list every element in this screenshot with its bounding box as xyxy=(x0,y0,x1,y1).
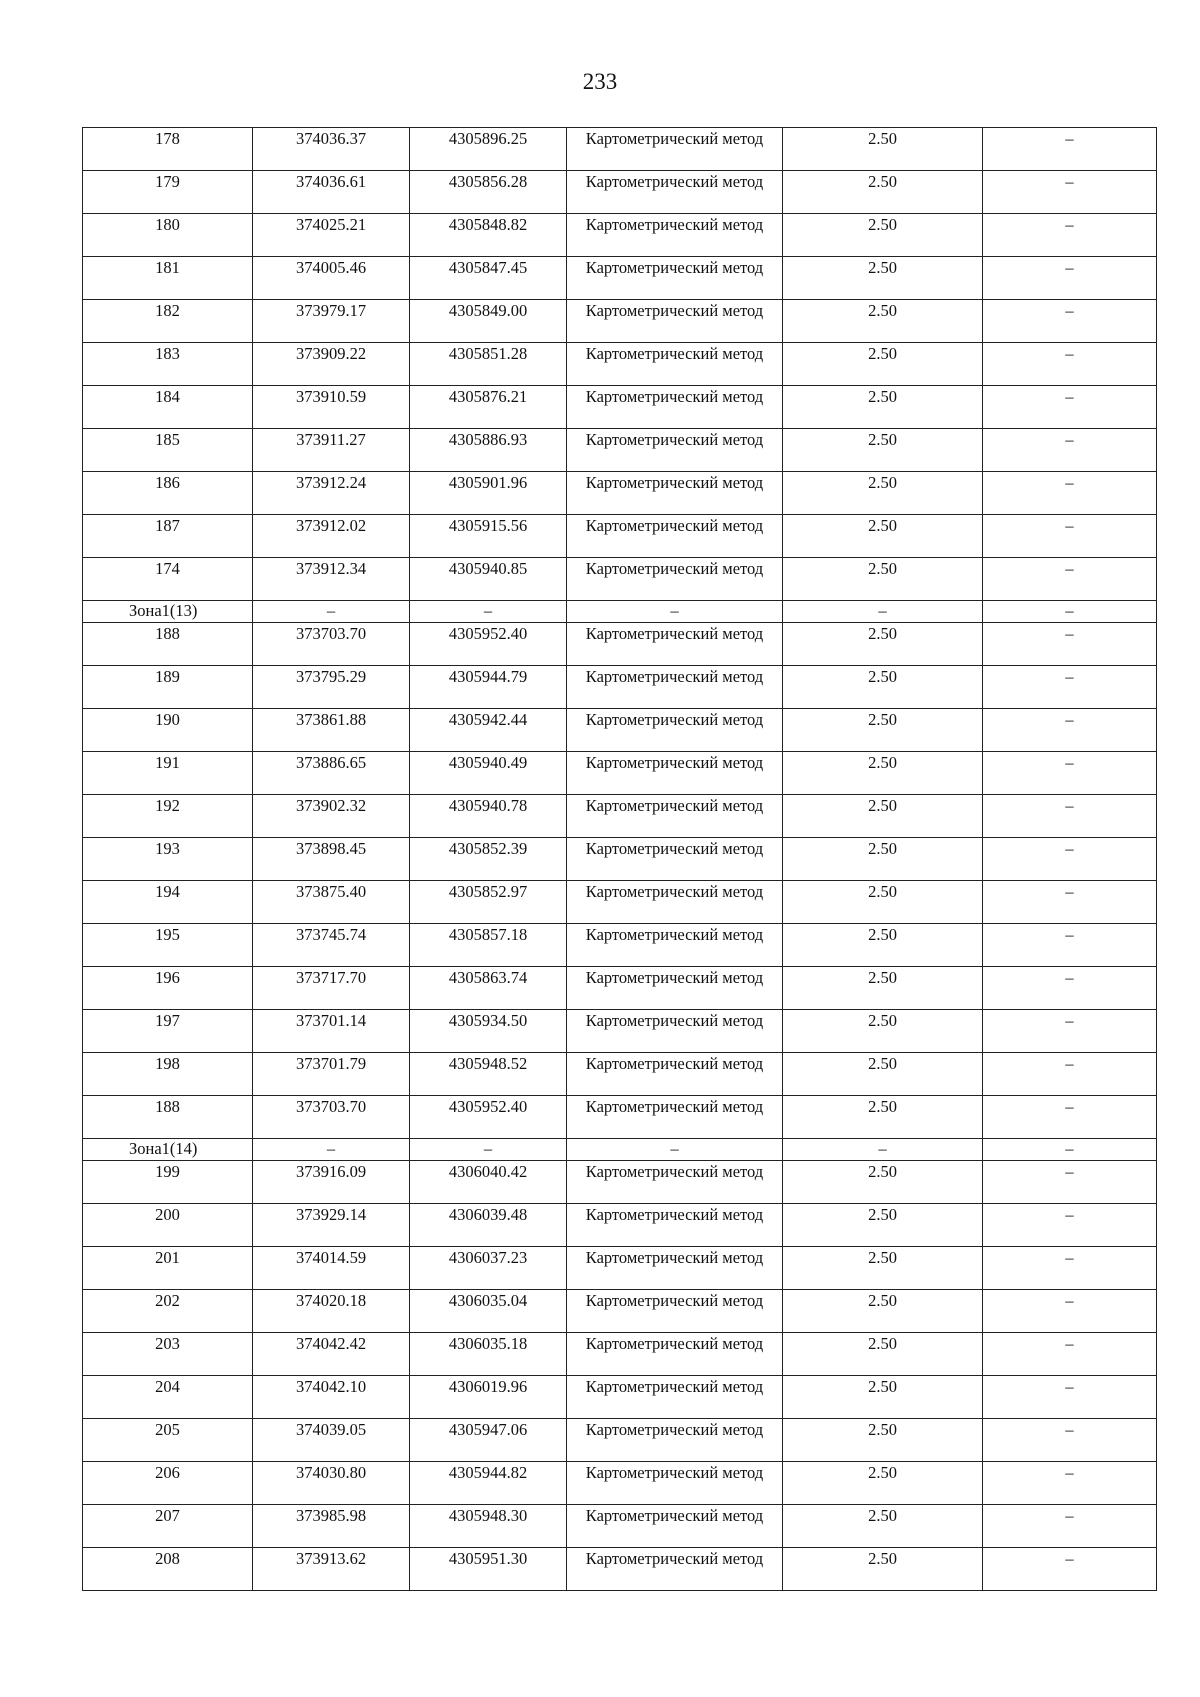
note-cell: – xyxy=(983,1290,1157,1333)
note-cell: – xyxy=(983,515,1157,558)
table-row xyxy=(83,838,1157,881)
point-number-cell: Зона1(14) xyxy=(83,1139,253,1161)
point-number-cell: 188 xyxy=(83,623,253,666)
accuracy-cell: 2.50 xyxy=(783,515,983,558)
table-row xyxy=(83,1247,1157,1290)
point-number-cell: 178 xyxy=(83,128,253,171)
y-coordinate-cell: 4305851.28 xyxy=(410,343,567,386)
point-number-cell: 195 xyxy=(83,924,253,967)
x-coordinate-cell: 373701.14 xyxy=(253,1010,410,1053)
x-coordinate-cell: 373912.34 xyxy=(253,558,410,601)
accuracy-cell: 2.50 xyxy=(783,1290,983,1333)
x-coordinate-cell: 373913.62 xyxy=(253,1548,410,1591)
accuracy-cell: 2.50 xyxy=(783,257,983,300)
point-number-cell: 193 xyxy=(83,838,253,881)
point-number-cell: 207 xyxy=(83,1505,253,1548)
x-coordinate-cell: – xyxy=(253,1139,410,1161)
point-number-cell: 201 xyxy=(83,1247,253,1290)
table-row xyxy=(83,257,1157,300)
accuracy-cell: – xyxy=(783,1139,983,1161)
method-cell: Картометрический метод xyxy=(567,666,783,709)
note-cell: – xyxy=(983,1505,1157,1548)
table-row xyxy=(83,1010,1157,1053)
method-cell: Картометрический метод xyxy=(567,881,783,924)
x-coordinate-cell: 373795.29 xyxy=(253,666,410,709)
table-row xyxy=(83,558,1157,601)
note-cell: – xyxy=(983,386,1157,429)
x-coordinate-cell: 373929.14 xyxy=(253,1204,410,1247)
x-coordinate-cell: 373886.65 xyxy=(253,752,410,795)
method-cell: Картометрический метод xyxy=(567,1247,783,1290)
zone-header-row xyxy=(83,1139,1157,1161)
x-coordinate-cell: 373916.09 xyxy=(253,1161,410,1204)
method-cell: Картометрический метод xyxy=(567,623,783,666)
point-number-cell: 191 xyxy=(83,752,253,795)
y-coordinate-cell: – xyxy=(410,601,567,623)
table-row xyxy=(83,343,1157,386)
y-coordinate-cell: 4305948.52 xyxy=(410,1053,567,1096)
note-cell: – xyxy=(983,709,1157,752)
note-cell: – xyxy=(983,1462,1157,1505)
x-coordinate-cell: 373898.45 xyxy=(253,838,410,881)
accuracy-cell: 2.50 xyxy=(783,1376,983,1419)
method-cell: Картометрический метод xyxy=(567,1419,783,1462)
y-coordinate-cell: 4305940.78 xyxy=(410,795,567,838)
y-coordinate-cell: 4306035.04 xyxy=(410,1290,567,1333)
note-cell: – xyxy=(983,1204,1157,1247)
table-row xyxy=(83,709,1157,752)
table-row xyxy=(83,1053,1157,1096)
note-cell: – xyxy=(983,472,1157,515)
x-coordinate-cell: 373717.70 xyxy=(253,967,410,1010)
note-cell: – xyxy=(983,623,1157,666)
method-cell: Картометрический метод xyxy=(567,1333,783,1376)
x-coordinate-cell: 373912.24 xyxy=(253,472,410,515)
table-row xyxy=(83,300,1157,343)
table-row xyxy=(83,171,1157,214)
table-row xyxy=(83,214,1157,257)
table-row xyxy=(83,1161,1157,1204)
method-cell: Картометрический метод xyxy=(567,838,783,881)
accuracy-cell: 2.50 xyxy=(783,214,983,257)
method-cell: Картометрический метод xyxy=(567,429,783,472)
table-row xyxy=(83,1096,1157,1139)
accuracy-cell: 2.50 xyxy=(783,967,983,1010)
point-number-cell: 184 xyxy=(83,386,253,429)
accuracy-cell: 2.50 xyxy=(783,1548,983,1591)
x-coordinate-cell: 374042.10 xyxy=(253,1376,410,1419)
y-coordinate-cell: 4305876.21 xyxy=(410,386,567,429)
accuracy-cell: 2.50 xyxy=(783,472,983,515)
table-row xyxy=(83,1505,1157,1548)
method-cell: Картометрический метод xyxy=(567,1290,783,1333)
note-cell: – xyxy=(983,1096,1157,1139)
note-cell: – xyxy=(983,1247,1157,1290)
method-cell: – xyxy=(567,1139,783,1161)
method-cell: Картометрический метод xyxy=(567,171,783,214)
x-coordinate-cell: 373912.02 xyxy=(253,515,410,558)
point-number-cell: 186 xyxy=(83,472,253,515)
point-number-cell: 208 xyxy=(83,1548,253,1591)
x-coordinate-cell: 373703.70 xyxy=(253,1096,410,1139)
method-cell: Картометрический метод xyxy=(567,709,783,752)
method-cell: Картометрический метод xyxy=(567,1053,783,1096)
y-coordinate-cell: 4305863.74 xyxy=(410,967,567,1010)
table-row xyxy=(83,1290,1157,1333)
method-cell: Картометрический метод xyxy=(567,1376,783,1419)
method-cell: Картометрический метод xyxy=(567,1010,783,1053)
note-cell: – xyxy=(983,300,1157,343)
point-number-cell: 205 xyxy=(83,1419,253,1462)
note-cell: – xyxy=(983,1053,1157,1096)
page-number: 233 xyxy=(582,69,618,94)
table-row xyxy=(83,666,1157,709)
y-coordinate-cell: 4305896.25 xyxy=(410,128,567,171)
x-coordinate-cell: 374005.46 xyxy=(253,257,410,300)
note-cell: – xyxy=(983,924,1157,967)
y-coordinate-cell: 4305944.79 xyxy=(410,666,567,709)
accuracy-cell: 2.50 xyxy=(783,171,983,214)
table-row xyxy=(83,386,1157,429)
method-cell: Картометрический метод xyxy=(567,257,783,300)
method-cell: Картометрический метод xyxy=(567,1462,783,1505)
note-cell: – xyxy=(983,128,1157,171)
table-row xyxy=(83,623,1157,666)
y-coordinate-cell: 4305901.96 xyxy=(410,472,567,515)
accuracy-cell: – xyxy=(783,601,983,623)
accuracy-cell: 2.50 xyxy=(783,1204,983,1247)
x-coordinate-cell: 374020.18 xyxy=(253,1290,410,1333)
point-number-cell: 204 xyxy=(83,1376,253,1419)
method-cell: Картометрический метод xyxy=(567,515,783,558)
method-cell: Картометрический метод xyxy=(567,558,783,601)
note-cell: – xyxy=(983,1139,1157,1161)
x-coordinate-cell: 373902.32 xyxy=(253,795,410,838)
note-cell: – xyxy=(983,343,1157,386)
point-number-cell: 179 xyxy=(83,171,253,214)
point-number-cell: 192 xyxy=(83,795,253,838)
table-row xyxy=(83,515,1157,558)
y-coordinate-cell: 4306035.18 xyxy=(410,1333,567,1376)
x-coordinate-cell: 373911.27 xyxy=(253,429,410,472)
x-coordinate-cell: 374042.42 xyxy=(253,1333,410,1376)
x-coordinate-cell: 374036.61 xyxy=(253,171,410,214)
table-row xyxy=(83,1333,1157,1376)
method-cell: Картометрический метод xyxy=(567,967,783,1010)
table-row xyxy=(83,967,1157,1010)
point-number-cell: 198 xyxy=(83,1053,253,1096)
x-coordinate-cell: 373985.98 xyxy=(253,1505,410,1548)
x-coordinate-cell: 373875.40 xyxy=(253,881,410,924)
y-coordinate-cell: 4305847.45 xyxy=(410,257,567,300)
method-cell: Картометрический метод xyxy=(567,1161,783,1204)
method-cell: Картометрический метод xyxy=(567,214,783,257)
table-row xyxy=(83,795,1157,838)
accuracy-cell: 2.50 xyxy=(783,343,983,386)
table-row xyxy=(83,429,1157,472)
point-number-cell: 197 xyxy=(83,1010,253,1053)
y-coordinate-cell: 4306037.23 xyxy=(410,1247,567,1290)
y-coordinate-cell: 4305915.56 xyxy=(410,515,567,558)
y-coordinate-cell: 4305886.93 xyxy=(410,429,567,472)
accuracy-cell: 2.50 xyxy=(783,558,983,601)
point-number-cell: 174 xyxy=(83,558,253,601)
method-cell: Картометрический метод xyxy=(567,924,783,967)
point-number-cell: 200 xyxy=(83,1204,253,1247)
note-cell: – xyxy=(983,171,1157,214)
method-cell: Картометрический метод xyxy=(567,128,783,171)
accuracy-cell: 2.50 xyxy=(783,795,983,838)
x-coordinate-cell: 373979.17 xyxy=(253,300,410,343)
x-coordinate-cell: 373701.79 xyxy=(253,1053,410,1096)
x-coordinate-cell: 374036.37 xyxy=(253,128,410,171)
point-number-cell: 203 xyxy=(83,1333,253,1376)
table-row xyxy=(83,472,1157,515)
point-number-cell: 185 xyxy=(83,429,253,472)
accuracy-cell: 2.50 xyxy=(783,1096,983,1139)
note-cell: – xyxy=(983,795,1157,838)
method-cell: Картометрический метод xyxy=(567,1096,783,1139)
note-cell: – xyxy=(983,1548,1157,1591)
accuracy-cell: 2.50 xyxy=(783,709,983,752)
accuracy-cell: 2.50 xyxy=(783,1053,983,1096)
accuracy-cell: 2.50 xyxy=(783,1161,983,1204)
y-coordinate-cell: 4306040.42 xyxy=(410,1161,567,1204)
x-coordinate-cell: 374030.80 xyxy=(253,1462,410,1505)
y-coordinate-cell: 4305940.85 xyxy=(410,558,567,601)
table-row xyxy=(83,1548,1157,1591)
y-coordinate-cell: – xyxy=(410,1139,567,1161)
point-number-cell: 187 xyxy=(83,515,253,558)
accuracy-cell: 2.50 xyxy=(783,924,983,967)
y-coordinate-cell: 4305952.40 xyxy=(410,1096,567,1139)
table-row xyxy=(83,128,1157,171)
note-cell: – xyxy=(983,666,1157,709)
y-coordinate-cell: 4305857.18 xyxy=(410,924,567,967)
accuracy-cell: 2.50 xyxy=(783,1462,983,1505)
accuracy-cell: 2.50 xyxy=(783,128,983,171)
x-coordinate-cell: 373910.59 xyxy=(253,386,410,429)
method-cell: Картометрический метод xyxy=(567,343,783,386)
accuracy-cell: 2.50 xyxy=(783,666,983,709)
y-coordinate-cell: 4305952.40 xyxy=(410,623,567,666)
accuracy-cell: 2.50 xyxy=(783,752,983,795)
x-coordinate-cell: 374014.59 xyxy=(253,1247,410,1290)
table-row xyxy=(83,1419,1157,1462)
method-cell: Картометрический метод xyxy=(567,1505,783,1548)
method-cell: Картометрический метод xyxy=(567,1548,783,1591)
point-number-cell: 194 xyxy=(83,881,253,924)
note-cell: – xyxy=(983,881,1157,924)
y-coordinate-cell: 4305948.30 xyxy=(410,1505,567,1548)
accuracy-cell: 2.50 xyxy=(783,386,983,429)
note-cell: – xyxy=(983,1419,1157,1462)
x-coordinate-cell: 373703.70 xyxy=(253,623,410,666)
y-coordinate-cell: 4305934.50 xyxy=(410,1010,567,1053)
point-number-cell: 190 xyxy=(83,709,253,752)
note-cell: – xyxy=(983,429,1157,472)
point-number-cell: 188 xyxy=(83,1096,253,1139)
accuracy-cell: 2.50 xyxy=(783,1505,983,1548)
point-number-cell: 183 xyxy=(83,343,253,386)
table-row xyxy=(83,752,1157,795)
method-cell: Картометрический метод xyxy=(567,472,783,515)
coordinates-table xyxy=(82,127,1157,1591)
y-coordinate-cell: 4305947.06 xyxy=(410,1419,567,1462)
zone-header-row xyxy=(83,601,1157,623)
note-cell: – xyxy=(983,601,1157,623)
x-coordinate-cell: 374025.21 xyxy=(253,214,410,257)
method-cell: Картометрический метод xyxy=(567,1204,783,1247)
method-cell: Картометрический метод xyxy=(567,386,783,429)
y-coordinate-cell: 4305849.00 xyxy=(410,300,567,343)
point-number-cell: 202 xyxy=(83,1290,253,1333)
accuracy-cell: 2.50 xyxy=(783,300,983,343)
table-row xyxy=(83,881,1157,924)
point-number-cell: 189 xyxy=(83,666,253,709)
accuracy-cell: 2.50 xyxy=(783,881,983,924)
y-coordinate-cell: 4305951.30 xyxy=(410,1548,567,1591)
point-number-cell: 196 xyxy=(83,967,253,1010)
point-number-cell: 206 xyxy=(83,1462,253,1505)
table-row xyxy=(83,924,1157,967)
y-coordinate-cell: 4306039.48 xyxy=(410,1204,567,1247)
table-row xyxy=(83,1204,1157,1247)
accuracy-cell: 2.50 xyxy=(783,1247,983,1290)
point-number-cell: 181 xyxy=(83,257,253,300)
y-coordinate-cell: 4306019.96 xyxy=(410,1376,567,1419)
y-coordinate-cell: 4305852.97 xyxy=(410,881,567,924)
x-coordinate-cell: – xyxy=(253,601,410,623)
y-coordinate-cell: 4305944.82 xyxy=(410,1462,567,1505)
point-number-cell: Зона1(13) xyxy=(83,601,253,623)
y-coordinate-cell: 4305940.49 xyxy=(410,752,567,795)
accuracy-cell: 2.50 xyxy=(783,1333,983,1376)
method-cell: Картометрический метод xyxy=(567,752,783,795)
point-number-cell: 182 xyxy=(83,300,253,343)
y-coordinate-cell: 4305852.39 xyxy=(410,838,567,881)
point-number-cell: 199 xyxy=(83,1161,253,1204)
note-cell: – xyxy=(983,1010,1157,1053)
y-coordinate-cell: 4305942.44 xyxy=(410,709,567,752)
x-coordinate-cell: 373909.22 xyxy=(253,343,410,386)
coordinates-table-body xyxy=(83,128,1157,1591)
accuracy-cell: 2.50 xyxy=(783,1419,983,1462)
accuracy-cell: 2.50 xyxy=(783,429,983,472)
note-cell: – xyxy=(983,1376,1157,1419)
method-cell: Картометрический метод xyxy=(567,300,783,343)
accuracy-cell: 2.50 xyxy=(783,623,983,666)
accuracy-cell: 2.50 xyxy=(783,1010,983,1053)
note-cell: – xyxy=(983,1333,1157,1376)
x-coordinate-cell: 374039.05 xyxy=(253,1419,410,1462)
x-coordinate-cell: 373745.74 xyxy=(253,924,410,967)
method-cell: – xyxy=(567,601,783,623)
note-cell: – xyxy=(983,752,1157,795)
table-row xyxy=(83,1462,1157,1505)
method-cell: Картометрический метод xyxy=(567,795,783,838)
accuracy-cell: 2.50 xyxy=(783,838,983,881)
note-cell: – xyxy=(983,257,1157,300)
note-cell: – xyxy=(983,558,1157,601)
note-cell: – xyxy=(983,967,1157,1010)
note-cell: – xyxy=(983,838,1157,881)
table-row xyxy=(83,1376,1157,1419)
note-cell: – xyxy=(983,214,1157,257)
note-cell: – xyxy=(983,1161,1157,1204)
x-coordinate-cell: 373861.88 xyxy=(253,709,410,752)
y-coordinate-cell: 4305856.28 xyxy=(410,171,567,214)
y-coordinate-cell: 4305848.82 xyxy=(410,214,567,257)
point-number-cell: 180 xyxy=(83,214,253,257)
